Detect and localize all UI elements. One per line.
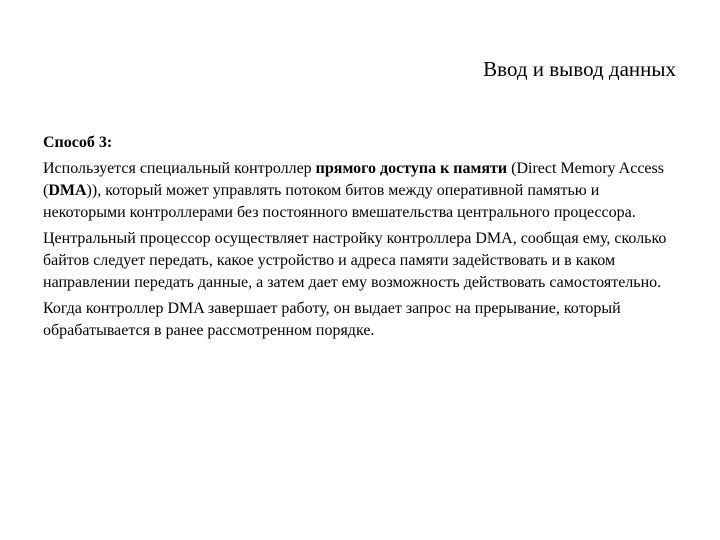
bold-term-dma: DMA	[48, 182, 87, 199]
paragraph-interrupt: Когда контроллер DMA завершает работу, он выдает запрос на прерывание, который обрабатывается в ранее рассмотренном порядке.	[43, 300, 621, 339]
paragraph-text: Используется специальный контроллер	[43, 160, 316, 177]
slide-title: Ввод и вывод данных	[483, 57, 676, 81]
paragraph-text: (Direct Memory Access (	[43, 160, 664, 199]
method-heading: Способ 3:	[43, 134, 113, 151]
paragraph-dma-intro	[43, 158, 683, 224]
paragraph-cpu-setup: Центральный процессор осуществляет настройку контроллера DMA, сообщая ему, сколько байтов следует передать, какое устройство и адреса памяти задействовать и в каком направлении передать данные, а затем дает ему возможность действовать самостоятельно.	[43, 230, 667, 291]
bold-term-direct-memory-access: прямого доступа к памяти	[315, 160, 508, 177]
paragraph-text: )), который может управлять потоком битов между оперативной памятью и некоторыми контроллерами без постоянного вмешательства центрального процессора.	[43, 182, 636, 221]
slide-body	[43, 132, 683, 346]
